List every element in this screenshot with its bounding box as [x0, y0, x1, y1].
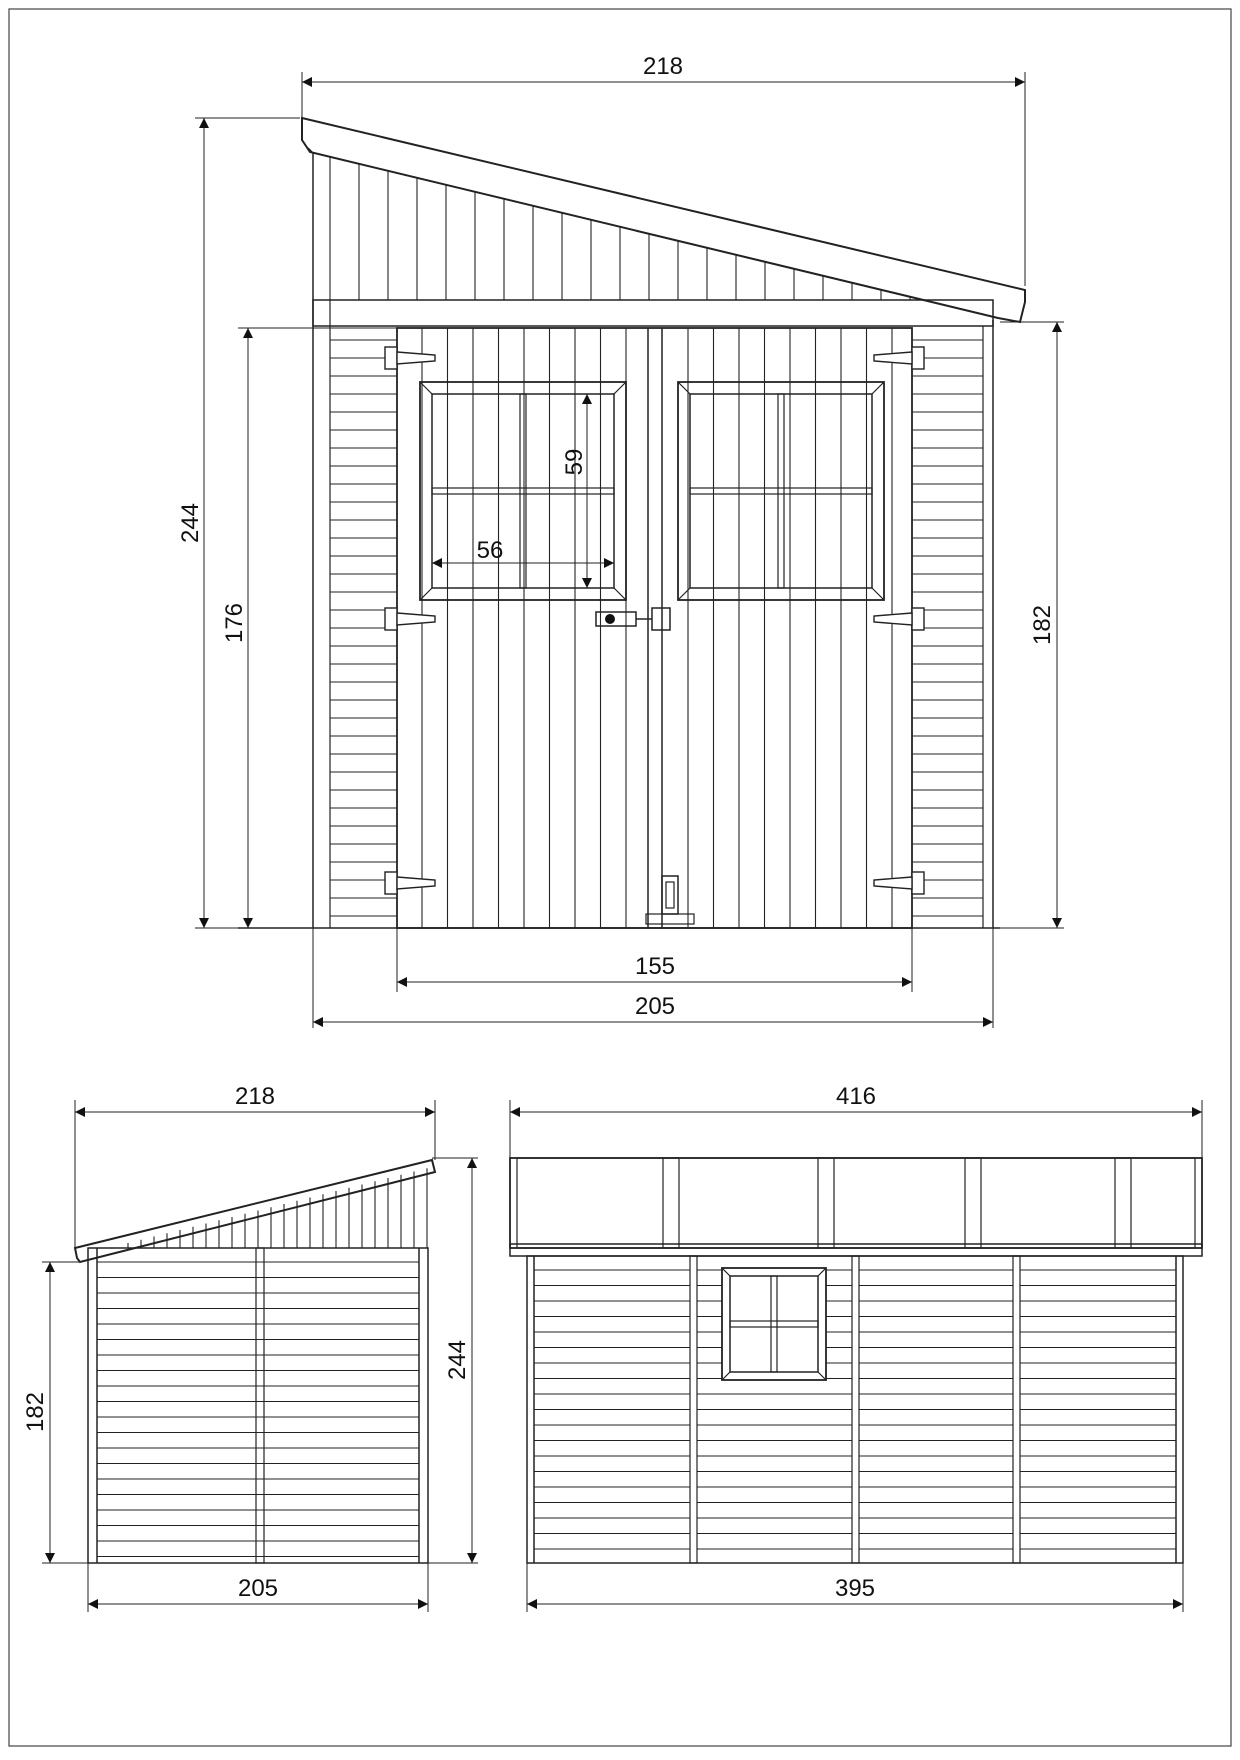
- hasp-lock-icon: [596, 608, 670, 630]
- side-roof-width-label: 218: [234, 1083, 276, 1110]
- side-view: [22, 1083, 478, 1612]
- front-total-height-label: 244: [177, 502, 204, 544]
- long-roof-length-label: 416: [835, 1083, 877, 1110]
- hinge-plate-icon: [385, 872, 397, 894]
- side-siding: [97, 1262, 419, 1557]
- hinge-plate-icon: [385, 608, 397, 630]
- front-top-beam: [313, 300, 993, 326]
- side-roof: [75, 1160, 435, 1262]
- front-wall-height-label: 182: [1029, 604, 1056, 646]
- hinge-strap-icon: [874, 877, 912, 889]
- door-window-right: [678, 382, 884, 600]
- front-dimensions: [195, 72, 1064, 1028]
- hinge-strap-icon: [874, 613, 912, 625]
- door-hinges: [385, 347, 924, 894]
- hinge-plate-icon: [385, 347, 397, 369]
- hinge-plate-icon: [912, 608, 924, 630]
- hinge-strap-icon: [874, 352, 912, 364]
- front-siding: [330, 340, 983, 916]
- hinge-strap-icon: [397, 352, 435, 364]
- hinge-plate-icon: [912, 347, 924, 369]
- drop-bolt-icon: [646, 876, 694, 924]
- front-wall-width-label: 205: [634, 993, 676, 1020]
- side-window: [722, 1268, 826, 1380]
- door-boards: [422, 328, 892, 928]
- side-wall-height-label: 182: [22, 1391, 49, 1433]
- window-height-label: 59: [561, 448, 588, 476]
- roof-rafters: [663, 1158, 1131, 1248]
- hinge-strap-icon: [397, 613, 435, 625]
- front-door-frame: [397, 328, 912, 928]
- side-wall: [88, 1248, 428, 1563]
- front-view: [177, 53, 1064, 1028]
- side-wall-width-label: 205: [237, 1575, 279, 1602]
- front-door-height-label: 176: [221, 602, 248, 644]
- hinge-plate-icon: [912, 872, 924, 894]
- long-side-view: [510, 1083, 1202, 1612]
- hinge-strap-icon: [397, 877, 435, 889]
- front-roof-width-label: 218: [642, 53, 684, 80]
- door-window-left: [420, 382, 626, 600]
- door-width-label: 155: [634, 953, 676, 980]
- side-total-height-label: 244: [444, 1339, 471, 1381]
- side-gable-boards: [128, 1168, 427, 1248]
- long-wall-length-label: 395: [834, 1575, 876, 1602]
- long-roof-fascia: [510, 1158, 1202, 1248]
- long-siding: [534, 1270, 1176, 1549]
- long-dimensions: [510, 1100, 1202, 1612]
- front-roof: [302, 118, 1025, 322]
- window-width-label: 56: [476, 537, 504, 564]
